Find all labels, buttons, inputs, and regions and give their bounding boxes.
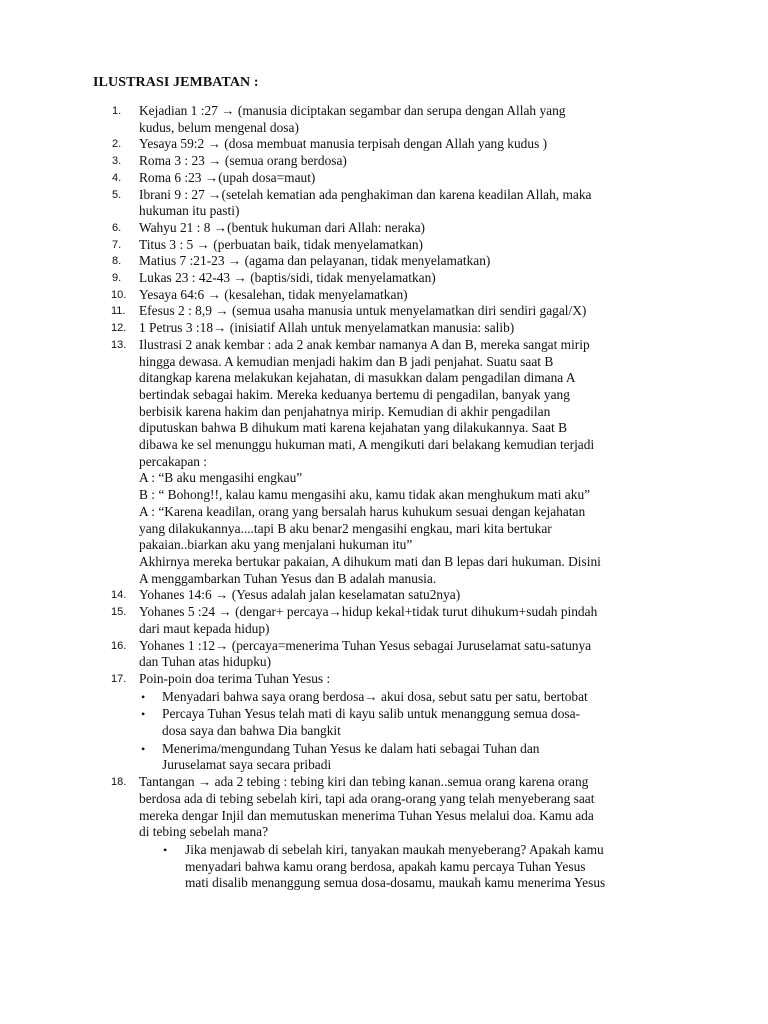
item-text: Roma 6 :23 →(upah dosa=maut): [139, 169, 316, 185]
item-number: 18.: [111, 776, 127, 789]
list-item: [0, 220, 768, 237]
item-text: Titus 3 : 5 → (perbuatan baik, tidak menyelamatkan): [139, 236, 423, 252]
list-item: [0, 320, 768, 337]
prayer-point: [0, 706, 768, 739]
item-number: 3.: [112, 155, 122, 168]
list-item: [0, 170, 768, 187]
list-item: [0, 671, 768, 688]
item-number: 8.: [112, 255, 122, 268]
prayer-point-text: Percaya Tuhan Yesus telah mati di kayu salib untuk menanggung semua dosa- dosa saya dan bahwa Dia bangkit: [162, 706, 581, 739]
item-text: Yohanes 5 :24 → (dengar+ percaya→hidup kekal+tidak turut dihukum+sudah pindah dari maut kepada hidup): [139, 604, 598, 636]
list-item: [0, 638, 768, 671]
item-text: Yesaya 64:6 → (kesalehan, tidak menyelamatkan): [139, 286, 408, 302]
list-item: [0, 153, 768, 170]
prayer-point: [0, 689, 768, 706]
item-text: Kejadian 1 :27 → (manusia diciptakan segambar dan serupa dengan Allah yang kudus, belum mengenal dosa): [139, 103, 566, 135]
item-text: Ibrani 9 : 27 →(setelah kematian ada penghakiman dan karena keadilan Allah, maka hukuman itu pasti): [139, 186, 592, 219]
item-number: 17.: [111, 672, 127, 685]
challenge-point: [0, 842, 768, 892]
item-number: 5.: [112, 188, 122, 201]
list-item: [0, 604, 768, 637]
list-item: [0, 587, 768, 604]
list-item: [0, 253, 768, 270]
item-number: 6.: [112, 221, 122, 234]
bullet-icon: •: [141, 689, 146, 704]
item-text: Ilustrasi 2 anak kembar : ada 2 anak kembar namanya A dan B, mereka sangat mirip hingga dewasa. A kemudian menjadi hakim dan B jadi penjahat. Suatu saat B ditangkap karena melakukan kejahatan, di masukkan dalam pengadilan dimana A bertindak sebagai hakim. Mereka keduanya bertemu di pengadilan, banyak yang berbisik karena hakim dan penjahatnya mirip. Kemudian di akhir pengadilan diputuskan bahwa B dihukum mati karena kejahatan yang dilakukannya. Saat B dibawa ke sel menunggu hukuman mati, A mengikuti dari belakang kemudian terjadi percakapan : A : “B aku mengasihi engkau” B : “ Bohong!!, kalau kamu mengasihi aku, kamu tidak akan menghukum mati aku” A : “Karena keadilan, orang yang bersalah harus kuhukum sesuai dengan kejahatan yang dilakukannya....tapi B aku benar2 mengasihi engkau, mari kita bertukar pakaian..biarkan aku yang menjalani hukuman itu” Akhirnya mereka bertukar pakaian, A dihukum mati dan B lepas dari hukuman. Disini A menggambarkan Tuhan Yesus dan B adalah manusia.: [139, 336, 601, 586]
list-item: [0, 103, 768, 136]
item-text: Yesaya 59:2 → (dosa membuat manusia terpisah dengan Allah yang kudus ): [139, 136, 548, 152]
item-number: 1.: [112, 105, 122, 117]
item-number: 13.: [111, 338, 127, 351]
item-number: 16.: [111, 639, 127, 652]
item-number: 11.: [111, 305, 126, 318]
item-number: 2.: [112, 138, 122, 151]
item-number: 15.: [111, 606, 127, 619]
prayer-point-text: Menerima/mengundang Tuhan Yesus ke dalam hati sebagai Tuhan dan Juruselamat saya secara pribadi: [162, 740, 540, 773]
item-text: Matius 7 :21-23 → (agama dan pelayanan, tidak menyelamatkan): [139, 253, 491, 269]
item-number: 7.: [112, 238, 122, 251]
item-number: 14.: [111, 589, 127, 602]
item-text: Yohanes 14:6 → (Yesus adalah jalan keselamatan satu2nya): [139, 587, 461, 603]
challenge-point-text: Jika menjawab di sebelah kiri, tanyakan maukah menyeberang? Apakah kamu menyadari bahwa kamu orang berdosa, apakah kamu percaya Tuhan Yesus mati disalib menanggung semua dosa-dosamu, maukah kamu menerima Yesus: [185, 841, 606, 891]
item-text: Efesus 2 : 8,9 → (semua usaha manusia untuk menyelamatkan diri sendiri gagal/X): [139, 303, 587, 319]
list-item: [0, 136, 768, 153]
list-item: [0, 337, 768, 588]
numbered-list: [0, 103, 768, 892]
item-text: Lukas 23 : 42-43 → (baptis/sidi, tidak menyelamatkan): [139, 270, 436, 286]
item-number: 12.: [111, 322, 127, 335]
item-text: Poin-poin doa terima Tuhan Yesus :: [139, 670, 331, 686]
item-number: 10.: [111, 288, 127, 301]
list-item: [0, 237, 768, 254]
item-text: Roma 3 : 23 → (semua orang berdosa): [139, 153, 347, 169]
list-item: [0, 774, 768, 841]
bullet-icon: •: [163, 842, 168, 857]
list-item: [0, 287, 768, 304]
list-item: [0, 303, 768, 320]
bullet-icon: •: [141, 707, 146, 722]
item-text: Tantangan → ada 2 tebing : tebing kiri dan tebing kanan..semua orang karena orang berdosa ada di tebing sebelah kiri, tapi ada orang-orang yang telah menyeberang saat mereka dengar Injil dan memutuskan menerima Tuhan Yesus melalui doa. Kamu ada di tebing sebelah mana?: [139, 774, 595, 840]
prayer-point-text: Menyadari bahwa saya orang berdosa→ akui dosa, sebut satu per satu, bertobat: [162, 688, 588, 704]
list-item: [0, 270, 768, 287]
prayer-point: [0, 741, 768, 774]
item-text: 1 Petrus 3 :18→ (inisiatif Allah untuk menyelamatkan manusia: salib): [139, 320, 515, 336]
item-text: Yohanes 1 :12→ (percaya=menerima Tuhan Yesus sebagai Juruselamat satu-satunya dan Tuhan atas hidupku): [139, 637, 592, 670]
bullet-icon: •: [141, 741, 146, 756]
item-number: 4.: [112, 171, 122, 184]
item-number: 9.: [112, 272, 122, 285]
document-title: ILUSTRASI JEMBATAN :: [93, 75, 259, 90]
item-text: Wahyu 21 : 8 →(bentuk hukuman dari Allah: neraka): [139, 219, 426, 235]
list-item: [0, 187, 768, 220]
